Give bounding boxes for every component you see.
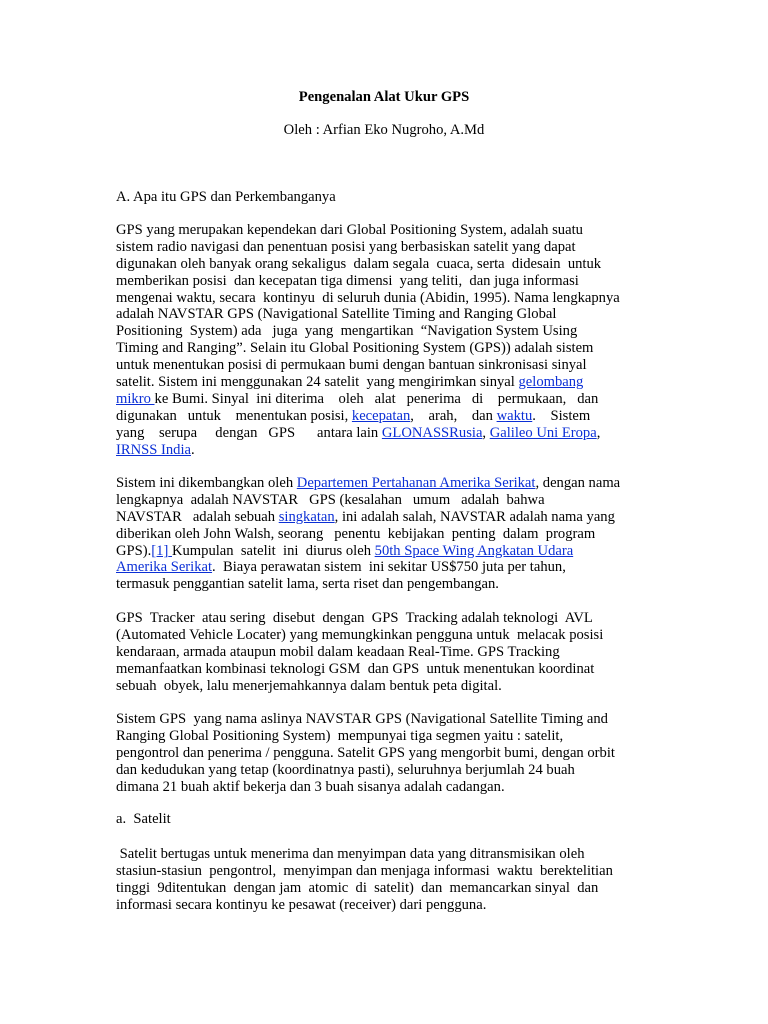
link-departemen-pertahanan[interactable]: Departemen Pertahanan Amerika Serikat (296, 475, 536, 491)
paragraph-2: Sistem ini dikembangkan oleh Departemen Pertahanan Amerika Serikat, dengan nama lengkapnya adalah NAVSTAR GPS (kesalahan umum adalah bahwa NAVSTAR adalah sebuah singkatan, ini adalah salah, NAVSTAR adalah nama yang diberikan oleh John Walsh, seorang penentu kebijakan penting dalam program GPS).[1] Kumpulan satelit ini diurus oleh 50th Space Wing Angkatan Udara Amerika Serikat. Biaya perawatan sistem ini sekitar US$750 juta per tahun, termasuk penggantian satelit lama, serta riset dan pengembangan. (116, 475, 621, 593)
link-footnote-1[interactable]: [1] (151, 542, 169, 559)
link-kecepatan[interactable]: kecepatan (351, 407, 411, 424)
link-50th-space-wing[interactable]: 50th Space Wing Angkatan Udara (374, 542, 574, 559)
subsection-satelit-heading: a. Satelit (116, 811, 171, 827)
document-title: Pengenalan Alat Ukur GPS (298, 89, 470, 105)
link-waktu[interactable]: waktu (496, 407, 533, 424)
link-50th-space-wing-cont[interactable]: Amerika Serikat (116, 559, 213, 576)
link-gelombang-mikro-cont[interactable]: mikro (116, 390, 155, 407)
paragraph-4: Sistem GPS yang nama aslinya NAVSTAR GPS (Navigational Satellite Timing and Ranging Global Positioning System) mempunyai tiga segmen yaitu : satelit, pengontrol dan penerima / pengguna. Satelit GPS yang mengorbit bumi, dengan orbit dan kedudukan yang tetap (koordinatnya pasti), seluruhnya berjumlah 24 buah dimana 21 buah aktif bekerja dan 3 buah sisanya adalah cadangan. (116, 711, 615, 795)
link-gelombang-mikro[interactable]: gelombang (518, 374, 584, 391)
author-line: Oleh : Arfian Eko Nugroho, A.Md (283, 122, 485, 138)
paragraph-1: GPS yang merupakan kependekan dari Global Positioning System, adalah suatu sistem radio navigasi dan penentuan posisi yang berbasiskan satelit yang dapat digunakan oleh banyak orang sekaligus dalam segala cuaca, serta didesain untuk memberikan posisi dan kecepatan tiga dimensi yang teliti, dan juga informasi mengenai waktu, secara kontinyu di seluruh dunia (Abidin, 1995). Nama lengkapnya adalah NAVSTAR GPS (Navigational Satellite Timing and Ranging Global Positioning System) ada juga yang mengartikan “Navigation System Using Timing and Ranging”. Selain itu Global Positioning System (GPS)) adalah sistem untuk menentukan posisi di permukaan bumi dengan bantuan sinkronisasi sinyal satelit. Sistem ini menggunakan 24 satelit yang mengirimkan sinyal gelombang mikro ke Bumi. Sinyal ini diterima oleh alat penerima di permukaan, dan digunakan untuk menentukan posisi, kecepatan, arah, dan waktu. Sistem yang serupa dengan GPS antara lain GLONASSRusia, Galileo Uni Eropa, IRNSS India. (116, 222, 620, 458)
link-glonass-rusia[interactable]: GLONASSRusia (381, 424, 483, 441)
link-singkatan[interactable]: singkatan (278, 508, 335, 525)
section-a-heading: A. Apa itu GPS dan Perkembanganya (116, 189, 336, 205)
link-irnss-india[interactable]: IRNSS India (116, 441, 191, 458)
link-galileo-uni-eropa[interactable]: Galileo Uni Eropa (489, 424, 597, 441)
paragraph-5: Satelit bertugas untuk menerima dan menyimpan data yang ditransmisikan oleh stasiun-stasiun pengontrol, menyimpan dan menjaga informasi waktu berektelitian tinggi 9ditentukan dengan jam atomic di satelit) dan memancarkan sinyal dan informasi secara kontinyu ke pesawat (receiver) dari pengguna. (116, 846, 613, 913)
paragraph-3: GPS Tracker atau sering disebut dengan GPS Tracking adalah teknologi AVL (Automated Vehicle Locater) yang memungkinkan pengguna untuk melacak posisi kendaraan, armada ataupun mobil dalam keadaan Real-Time. GPS Tracking memanfaatkan kombinasi teknologi GSM dan GPS untuk menentukan koordinat sebuah obyek, lalu menerjemahkannya dalam bentuk peta digital. (116, 610, 604, 694)
